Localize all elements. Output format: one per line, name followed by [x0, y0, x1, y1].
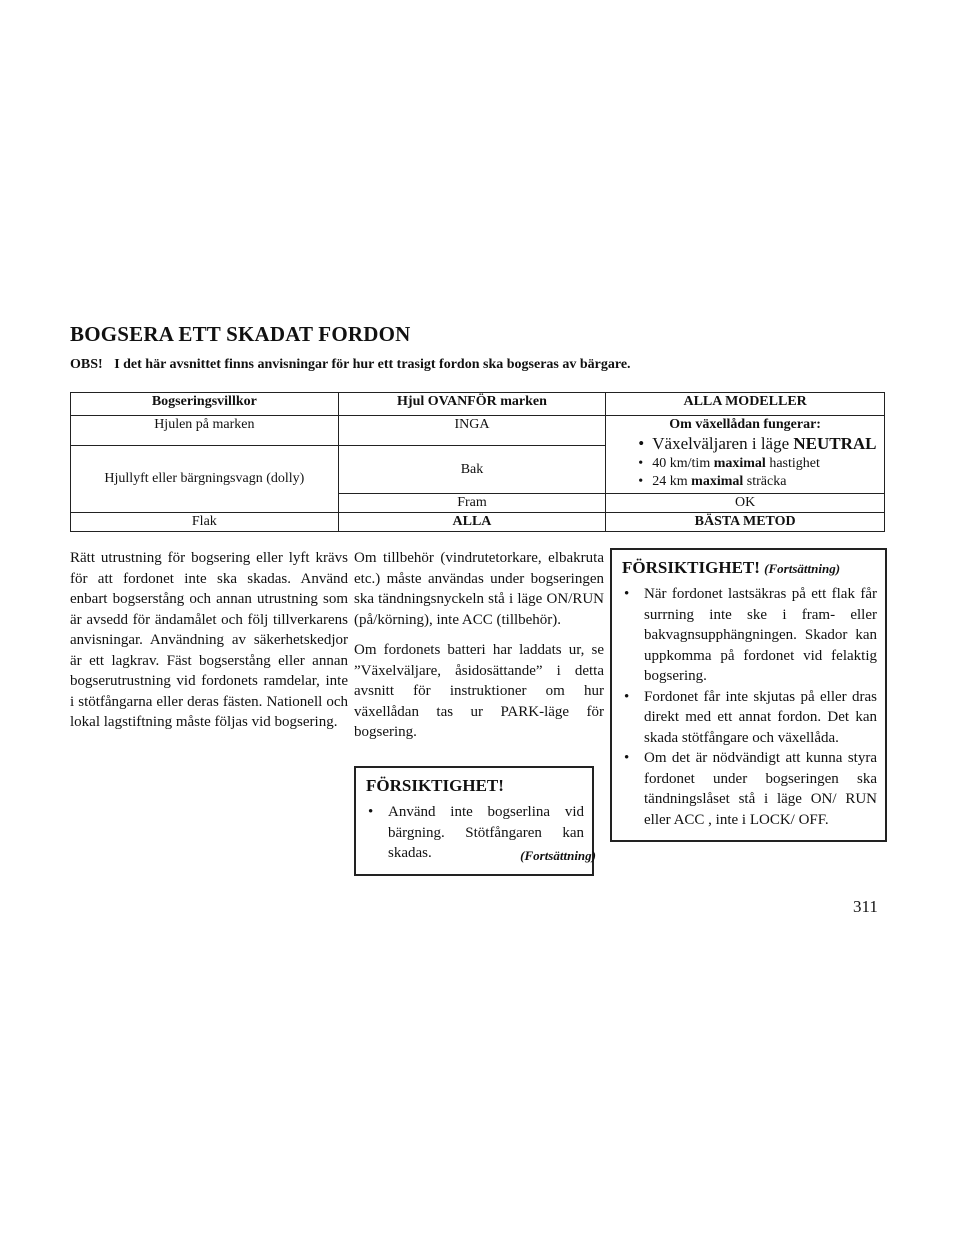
- cell-wheels-rear: Bak: [338, 446, 606, 494]
- cell-wheels-none: INGA: [338, 416, 606, 446]
- table-row: [71, 416, 885, 446]
- header-condition: Bogseringsvillkor: [71, 393, 339, 416]
- header-all-models: ALLA MODELLER: [606, 393, 885, 416]
- table-row: [71, 513, 885, 532]
- obs-text: I det här avsnittet finns anvisningar för hur ett trasigt fordon ska bogseras av bärgare.: [114, 357, 631, 372]
- list-item: • Om det är nödvändigt att kunna styra fordonet under bogseringen ska tändningslåset stå i läge ON/ RUN eller ACC , inte i LOCK/ OFF.: [622, 748, 877, 830]
- list-item: • 24 km maximal sträcka: [638, 473, 880, 491]
- column-middle: [354, 548, 604, 753]
- cell-best-method: BÄSTA METOD: [606, 513, 885, 532]
- cell-gearbox-instructions: [606, 416, 885, 494]
- towing-table: [70, 392, 885, 532]
- page-number: 311: [853, 897, 878, 916]
- list-item: • Växelväljaren i läge NEUTRAL: [638, 433, 880, 455]
- column-left: [70, 548, 348, 743]
- cell-condition-dolly: Hjullyft eller bärgningsvagn (dolly): [71, 446, 339, 513]
- caution-box-continued: [610, 548, 887, 842]
- obs-note: [70, 357, 900, 373]
- gearbox-heading: Om växellådan fungerar:: [669, 417, 821, 432]
- cell-condition-wheels-on-ground: Hjulen på marken: [71, 416, 339, 446]
- cell-wheels-all: ALLA: [338, 513, 606, 532]
- list-item: • Fordonet får inte skjutas på eller dras direkt med ett annat fordon. Det kan skada stötfångare och växellåda.: [622, 687, 877, 749]
- caution-title: FÖRSIKTIGHET! (Fortsättning): [622, 558, 841, 577]
- caution-continued-label: (Fortsättning): [764, 561, 841, 576]
- gearbox-list: [610, 433, 880, 491]
- paragraph: Om tillbehör (vindrutetorkare, elbakruta etc.) måste användas under bogseringen ska tändningsnyckeln stå i läge ON/RUN (på/körning), inte ACC (tillbehör).: [354, 550, 604, 628]
- page-title: BOGSERA ETT SKADAT FORDON: [70, 322, 411, 346]
- table-header-row: [71, 393, 885, 416]
- caution-title: FÖRSIKTIGHET!: [366, 776, 504, 795]
- list-item: • När fordonet lastsäkras på ett flak får surrning inte ske i fram- eller bakvagnsupphängningen. Skador kan uppkomma på fordonet vid felaktig bogsering.: [622, 584, 877, 687]
- list-item: • Använd inte bogserlina vid bärgning. Stötfångaren kan skadas.: [366, 802, 584, 864]
- paragraph: Rätt utrustning för bogsering eller lyft krävs för att fordonet inte ska skadas. Använd enbart bogserstång och annan utrustning som är avsedd för ändamålet och följ tillverkarens anvisningar. Användning av säkerhetskedjor är ett lagkrav. Fäst bogserstång eller annan bogserutrustning vid fordonets ramdelar, inte i stötfångarna eller deras fästen. Nationell och lokal lagstiftning måste följas vid bogsering.: [70, 550, 348, 730]
- caution-list: [622, 584, 877, 830]
- obs-label: OBS!: [70, 357, 103, 372]
- cell-front-ok: OK: [606, 494, 885, 513]
- paragraph: Om fordonets batteri har laddats ur, se ”Växelväljare, åsidosättande” i detta avsnitt för instruktioner om hur växellådan tas ur PARK-läge för bogsering.: [354, 642, 604, 740]
- cell-condition-flatbed: Flak: [71, 513, 339, 532]
- header-wheels: Hjul OVANFÖR marken: [338, 393, 606, 416]
- continued-note: (Fortsättning): [520, 848, 596, 863]
- list-item: • 40 km/tim maximal hastighet: [638, 455, 880, 473]
- cell-wheels-front: Fram: [338, 494, 606, 513]
